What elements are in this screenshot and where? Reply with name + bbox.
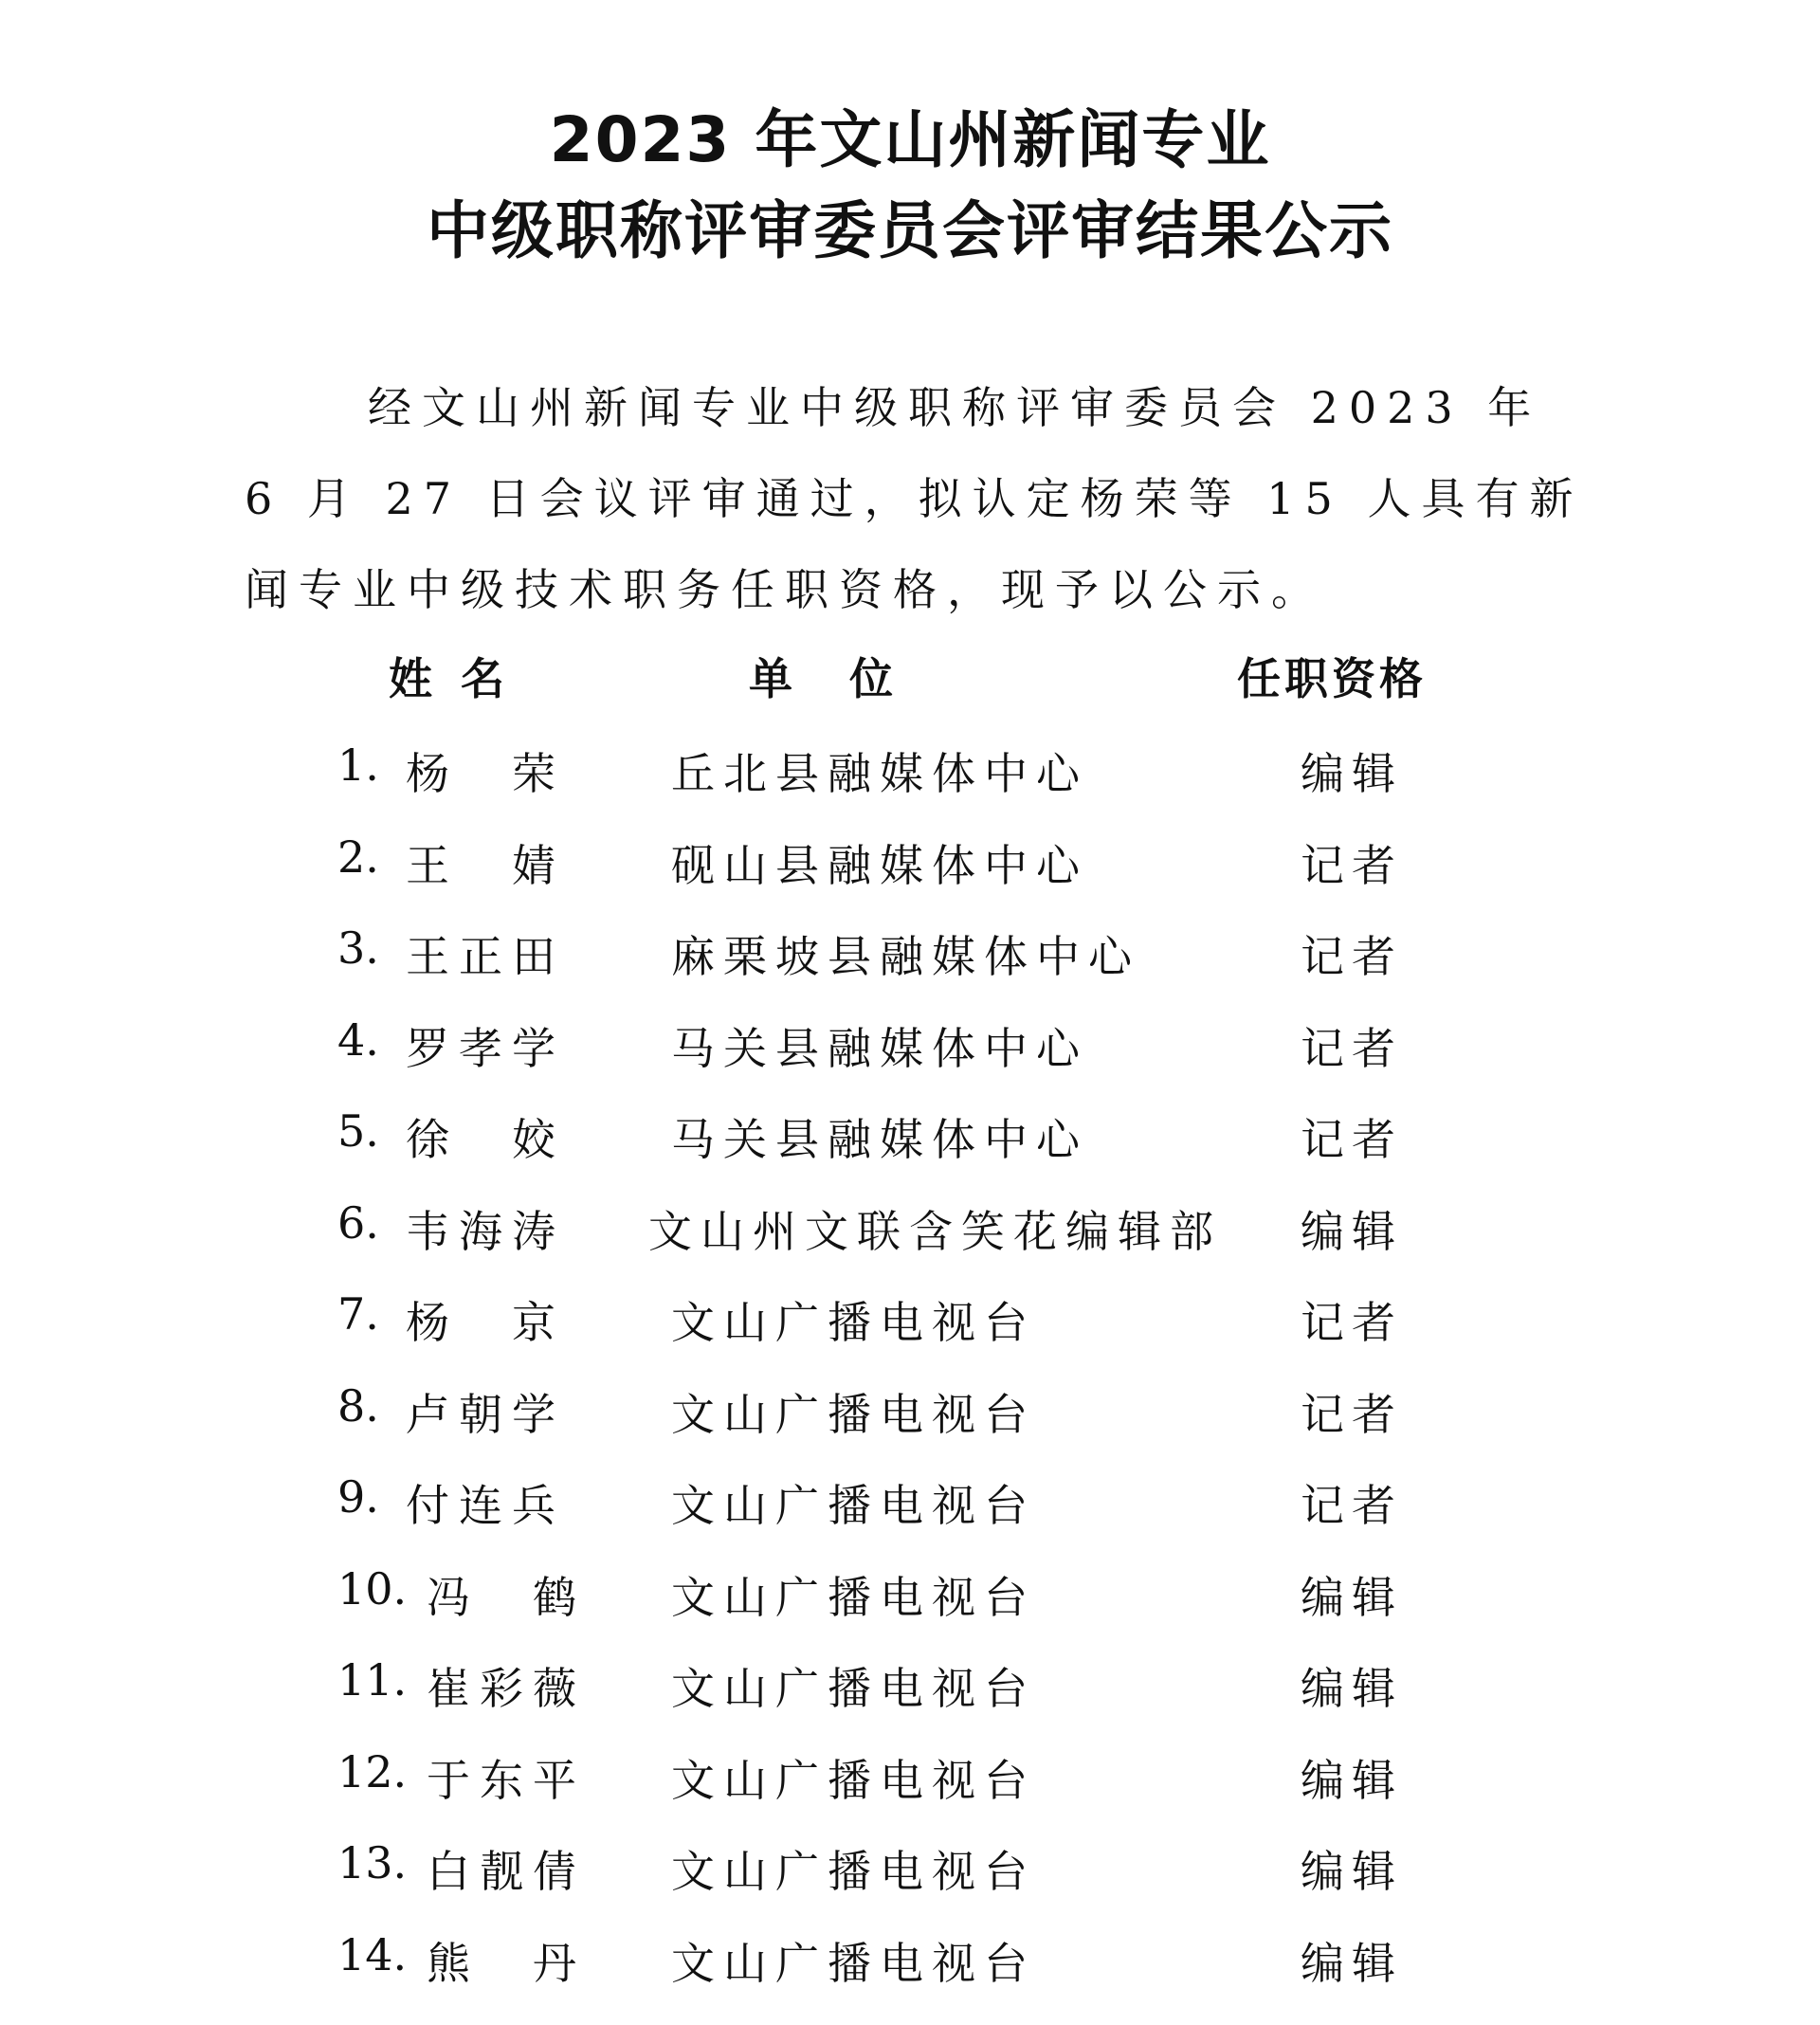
document-title-line-2: 中级职称评审委员会评审结果公示 bbox=[427, 194, 1393, 267]
row-unit: 文山广播电视台 bbox=[671, 1388, 1036, 1440]
row-number: 2. bbox=[337, 830, 379, 883]
row-number: 6. bbox=[337, 1196, 379, 1249]
row-qualification: 记者 bbox=[1301, 931, 1403, 982]
row-unit: 文山广播电视台 bbox=[671, 1297, 1036, 1348]
row-name: 付连兵 bbox=[406, 1480, 565, 1531]
row-name: 徐 姣 bbox=[406, 1114, 565, 1165]
row-unit: 丘北县融媒体中心 bbox=[671, 748, 1088, 799]
row-qualification: 编辑 bbox=[1301, 1663, 1403, 1714]
row-number: 9. bbox=[337, 1471, 379, 1523]
row-number: 4. bbox=[337, 1013, 379, 1066]
row-qualification: 记者 bbox=[1301, 839, 1403, 891]
table-row bbox=[0, 1929, 1820, 2021]
row-number: 3. bbox=[337, 922, 379, 974]
row-unit: 文山广播电视台 bbox=[671, 1480, 1036, 1531]
table-row bbox=[0, 1105, 1820, 1197]
row-number: 13. bbox=[337, 1837, 408, 1888]
header-qualification: 任职资格 bbox=[1237, 653, 1427, 704]
row-qualification: 编辑 bbox=[1301, 748, 1403, 799]
row-name: 卢朝学 bbox=[406, 1388, 565, 1440]
document-title-line-1: 2023 年文山州新闻专业 bbox=[549, 103, 1271, 176]
header-unit: 单位 bbox=[749, 653, 950, 704]
header-name: 姓名 bbox=[389, 653, 533, 704]
row-name: 白靓倩 bbox=[427, 1846, 586, 1897]
row-number: 1. bbox=[337, 739, 379, 791]
row-unit: 马关县融媒体中心 bbox=[671, 1114, 1088, 1165]
row-name: 罗孝学 bbox=[406, 1022, 565, 1074]
row-qualification: 编辑 bbox=[1301, 1205, 1403, 1257]
row-unit: 马关县融媒体中心 bbox=[671, 1022, 1088, 1074]
table-row bbox=[0, 1471, 1820, 1563]
row-unit: 砚山县融媒体中心 bbox=[671, 839, 1088, 891]
table-row bbox=[0, 1380, 1820, 1472]
row-number: 14. bbox=[337, 1928, 408, 1980]
row-qualification: 记者 bbox=[1301, 1022, 1403, 1074]
row-name: 杨 京 bbox=[406, 1297, 565, 1348]
row-qualification: 记者 bbox=[1301, 1480, 1403, 1531]
row-number: 8. bbox=[337, 1379, 379, 1432]
table-row bbox=[0, 1837, 1820, 1929]
row-number: 10. bbox=[337, 1562, 408, 1615]
row-name: 韦海涛 bbox=[406, 1205, 565, 1257]
row-unit: 文山广播电视台 bbox=[671, 1663, 1036, 1714]
row-name: 于东平 bbox=[427, 1754, 586, 1806]
table-row bbox=[0, 1197, 1820, 1289]
table-row bbox=[0, 1563, 1820, 1655]
row-unit: 文山广播电视台 bbox=[671, 1571, 1036, 1623]
table-row bbox=[0, 739, 1820, 831]
row-name: 崔彩薇 bbox=[427, 1663, 586, 1714]
table-row bbox=[0, 1654, 1820, 1746]
row-qualification: 编辑 bbox=[1301, 1846, 1403, 1897]
row-name: 王 婧 bbox=[406, 839, 565, 891]
intro-paragraph: 经文山州新闻专业中级职称评审委员会 2023 年 6 月 27 日会议评审通过，拟认定杨荣等 15 人具有新闻专业中级技术职务任职资格，现予以公示。 bbox=[245, 382, 1584, 615]
table-row bbox=[0, 831, 1820, 923]
row-name: 熊 丹 bbox=[427, 1937, 586, 1989]
row-number: 5. bbox=[337, 1105, 379, 1157]
row-unit: 文山广播电视台 bbox=[671, 1846, 1036, 1897]
row-name: 杨 荣 bbox=[406, 748, 565, 799]
row-qualification: 编辑 bbox=[1301, 1937, 1403, 1989]
row-qualification: 记者 bbox=[1301, 1388, 1403, 1440]
row-name: 王正田 bbox=[406, 931, 565, 982]
table-row bbox=[0, 922, 1820, 1014]
table-row bbox=[0, 1014, 1820, 1106]
table-row bbox=[0, 1746, 1820, 1838]
results-list bbox=[0, 739, 1820, 2020]
row-unit: 文山广播电视台 bbox=[671, 1754, 1036, 1806]
row-number: 11. bbox=[337, 1654, 408, 1706]
row-qualification: 编辑 bbox=[1301, 1571, 1403, 1623]
row-name: 冯 鹤 bbox=[427, 1571, 586, 1623]
row-number: 12. bbox=[337, 1745, 408, 1797]
table-row bbox=[0, 1288, 1820, 1380]
row-qualification: 记者 bbox=[1301, 1297, 1403, 1348]
row-qualification: 记者 bbox=[1301, 1114, 1403, 1165]
row-unit: 麻栗坡县融媒体中心 bbox=[671, 931, 1140, 982]
row-unit: 文山广播电视台 bbox=[671, 1937, 1036, 1989]
row-number: 7. bbox=[337, 1288, 379, 1340]
table-header bbox=[0, 645, 1820, 711]
row-unit: 文山州文联含笑花编辑部 bbox=[648, 1205, 1222, 1257]
row-qualification: 编辑 bbox=[1301, 1754, 1403, 1806]
